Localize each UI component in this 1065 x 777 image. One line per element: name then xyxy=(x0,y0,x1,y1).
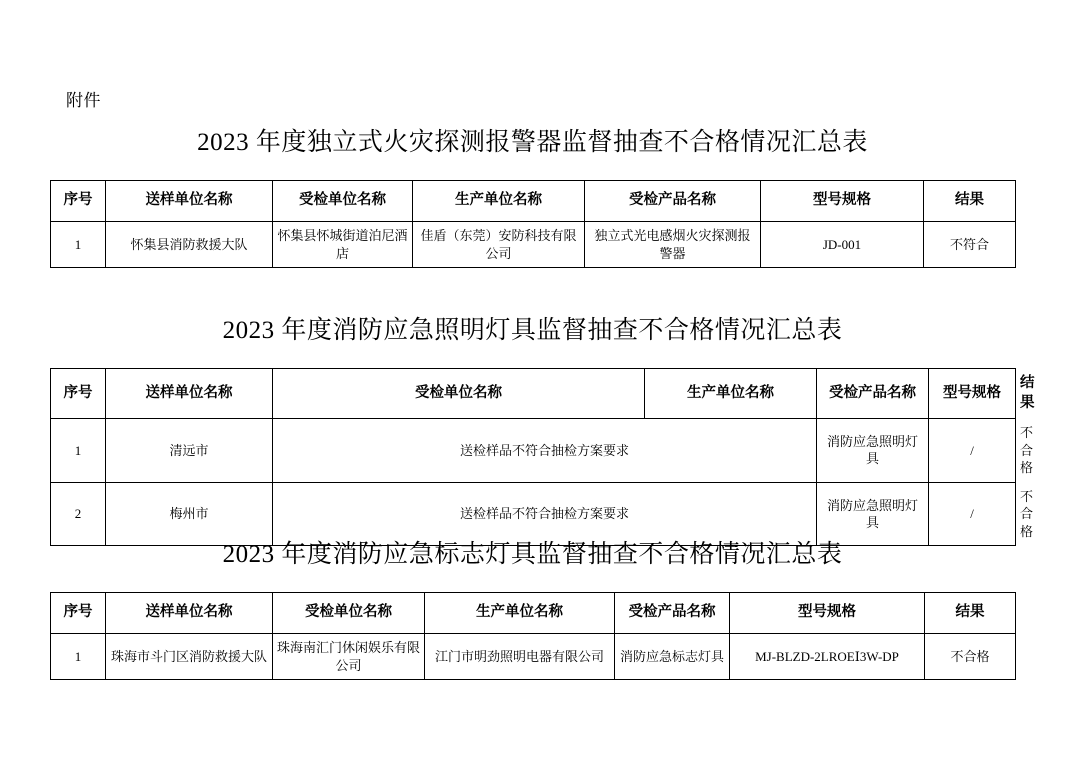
section-emergency-sign-lighting xyxy=(0,534,1065,680)
col-header-product-name: 受检产品名称 xyxy=(817,369,929,419)
cell-inspection-note: 送检样品不符合抽检方案要求 xyxy=(273,482,817,546)
summary-table-3 xyxy=(50,592,1016,680)
cell-product-name: 独立式光电感烟火灾探测报警器 xyxy=(585,222,761,268)
table-wrapper-3 xyxy=(0,592,1065,680)
table-row xyxy=(51,222,1016,268)
col-header-product-name: 受检产品名称 xyxy=(615,593,730,634)
col-header-model: 型号规格 xyxy=(730,593,925,634)
cell-index: 2 xyxy=(51,482,106,546)
section-emergency-lighting xyxy=(0,310,1065,546)
col-header-index: 序号 xyxy=(51,593,106,634)
cell-submitting-unit: 珠海市斗门区消防救援大队 xyxy=(106,634,273,680)
col-header-result: 结果 xyxy=(925,593,1016,634)
table-row: 1 清远市 送检样品不符合抽检方案要求 消防应急照明灯具 / 不合格 xyxy=(51,419,1016,483)
cell-product-name: 消防应急照明灯具 xyxy=(817,419,929,483)
cell-index: 1 xyxy=(51,222,106,268)
col-header-result: 结果 xyxy=(924,181,1016,222)
cell-manufacturer: 江门市明劲照明电器有限公司 xyxy=(425,634,615,680)
table-wrapper-2 xyxy=(0,368,1065,546)
cell-index: 1 xyxy=(51,419,106,483)
col-header-submitting-unit: 送样单位名称 xyxy=(106,181,273,222)
cell-result: 不符合 xyxy=(924,222,1016,268)
col-header-model: 型号规格 xyxy=(761,181,924,222)
table-header-row xyxy=(51,181,1016,222)
cell-index: 1 xyxy=(51,634,106,680)
cell-result: 不合格 xyxy=(925,634,1016,680)
col-header-submitting-unit: 送样单位名称 xyxy=(106,369,273,419)
cell-model: MJ-BLZD-2LROEⅠ3W-DP xyxy=(730,634,925,680)
cell-model: JD-001 xyxy=(761,222,924,268)
page-title-3: 2023 年度消防应急标志灯具监督抽查不合格情况汇总表 xyxy=(222,541,843,568)
cell-submitting-unit: 怀集县消防救援大队 xyxy=(106,222,273,268)
cell-model: / xyxy=(929,482,1016,546)
cell-inspected-unit: 怀集县怀城街道泊尼酒店 xyxy=(273,222,413,268)
cell-inspected-unit: 珠海南汇门休闲娱乐有限公司 xyxy=(273,634,425,680)
cell-manufacturer: 佳盾（东莞）安防科技有限公司 xyxy=(413,222,585,268)
table-header-row xyxy=(51,593,1016,634)
summary-table-1 xyxy=(50,180,1016,268)
col-header-inspected-unit: 受检单位名称 xyxy=(273,593,425,634)
col-header-inspected-unit: 受检单位名称 xyxy=(273,369,645,419)
attachment-label: 附件 xyxy=(66,91,101,110)
cell-submitting-unit: 清远市 xyxy=(106,419,273,483)
col-header-manufacturer: 生产单位名称 xyxy=(645,369,817,419)
col-header-model: 型号规格 xyxy=(929,369,1016,419)
cell-model: / xyxy=(929,419,1016,483)
col-header-manufacturer: 生产单位名称 xyxy=(425,593,615,634)
cell-submitting-unit: 梅州市 xyxy=(106,482,273,546)
table-row xyxy=(51,634,1016,680)
cell-product-name: 消防应急标志灯具 xyxy=(615,634,730,680)
table-wrapper-1 xyxy=(0,180,1065,268)
col-header-inspected-unit: 受检单位名称 xyxy=(273,181,413,222)
cell-product-name: 消防应急照明灯具 xyxy=(817,482,929,546)
col-header-index: 序号 xyxy=(51,369,106,419)
table-header-row: 序号 送样单位名称 受检单位名称 生产单位名称 受检产品名称 型号规格 结果 xyxy=(51,369,1016,419)
page-title-2: 2023 年度消防应急照明灯具监督抽查不合格情况汇总表 xyxy=(222,317,843,344)
section-fire-detector-alarm xyxy=(0,122,1065,268)
col-header-product-name: 受检产品名称 xyxy=(585,181,761,222)
summary-table-2 xyxy=(50,368,1035,546)
page-title-1: 2023 年度独立式火灾探测报警器监督抽查不合格情况汇总表 xyxy=(197,129,868,156)
col-header-manufacturer: 生产单位名称 xyxy=(413,181,585,222)
table-row: 2 梅州市 送检样品不符合抽检方案要求 消防应急照明灯具 / 不合格 xyxy=(51,482,1016,546)
col-header-submitting-unit: 送样单位名称 xyxy=(106,593,273,634)
col-header-index: 序号 xyxy=(51,181,106,222)
cell-inspection-note: 送检样品不符合抽检方案要求 xyxy=(273,419,817,483)
